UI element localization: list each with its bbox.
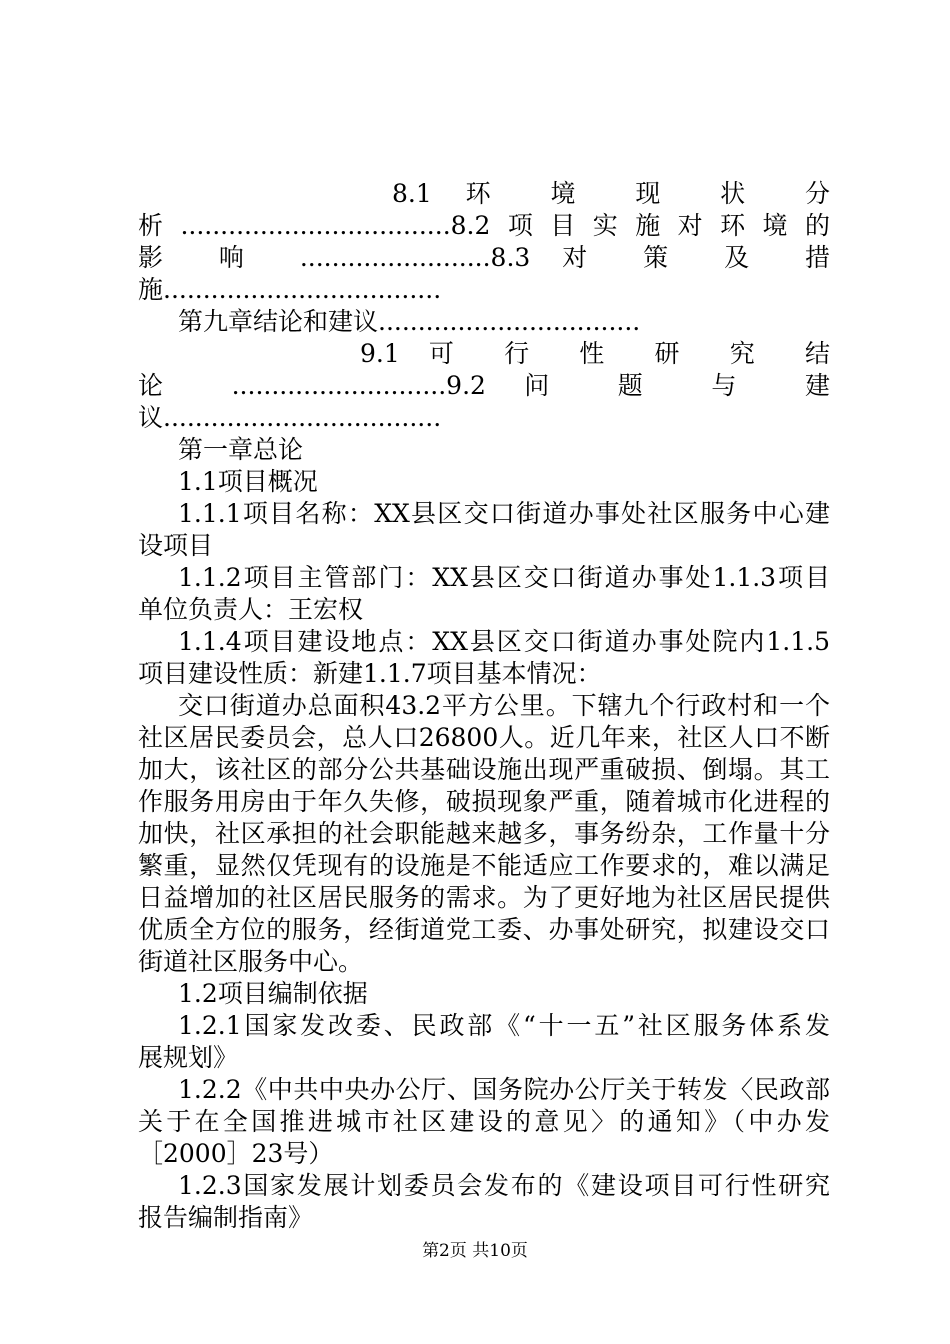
toc-line: 施................................... xyxy=(138,275,442,304)
paragraph-line: 1.2.2《中共中央办公厅、国务院办公厅关于转发〈民政部 xyxy=(178,1075,830,1104)
paragraph-line: ［2000］23号） xyxy=(138,1139,334,1168)
paragraph-line: 加大，该社区的部分公共基础设施出现严重破损、倒塌。其工 xyxy=(138,755,830,784)
page-number-footer: 第2页 共10页 xyxy=(422,1241,528,1261)
paragraph-line: 交口街道办总面积43.2平方公里。下辖九个行政村和一个 xyxy=(178,691,830,720)
paragraph-line: 1.1.4项目建设地点：XX县区交口街道办事处院内1.1.5 xyxy=(178,627,830,656)
toc-line: 论 ...........................9.2 问 题 与 建 xyxy=(138,371,830,400)
paragraph-line: 设项目 xyxy=(138,531,214,560)
paragraph-line: 单位负责人：王宏权 xyxy=(138,595,364,624)
paragraph-line: 1.2.3国家发展计划委员会发布的《建设项目可行性研究 xyxy=(178,1171,830,1200)
paragraph-line: 繁重，显然仅凭现有的设施是不能适应工作要求的，难以满足 xyxy=(138,851,830,880)
paragraph-line: 展规划》 xyxy=(138,1043,239,1072)
paragraph-line: 加快，社区承担的社会职能越来越多，事务纷杂，工作量十分 xyxy=(138,819,830,848)
paragraph-line: 关于在全国推进城市社区建设的意见〉的通知》（中办发 xyxy=(138,1107,830,1136)
section-heading: 1.2项目编制依据 xyxy=(178,979,368,1008)
toc-line: 议................................... xyxy=(138,403,442,432)
paragraph-line: 1.1.2项目主管部门：XX县区交口街道办事处1.1.3项目 xyxy=(178,563,830,592)
paragraph-line: 优质全方位的服务，经街道党工委、办事处研究，拟建设交口 xyxy=(138,915,830,944)
toc-line: 析..................................8.2项目实施对环境的 xyxy=(138,211,830,240)
paragraph-line: 日益增加的社区居民服务的需求。为了更好地为社区居民提供 xyxy=(138,883,830,912)
paragraph-line: 1.2.1国家发改委、民政部《“十一五”社区服务体系发 xyxy=(178,1011,830,1040)
toc-line: 第九章结论和建议................................. xyxy=(178,307,641,336)
toc-line: 9.1 可 行 性 研 究 结 xyxy=(360,339,830,368)
paragraph-line: 项目建设性质：新建1.1.7项目基本情况： xyxy=(138,659,602,688)
paragraph-line: 作服务用房由于年久失修，破损现象严重，随着城市化进程的 xyxy=(138,787,830,816)
chapter-heading: 第一章总论 xyxy=(178,435,304,464)
paragraph-line: 报告编制指南》 xyxy=(138,1203,314,1232)
paragraph-line: 街道社区服务中心。 xyxy=(138,947,364,976)
toc-line: 影 响 ........................8.3 对 策 及 措 xyxy=(138,243,830,272)
toc-line: 8.1 环 境 现 状 分 xyxy=(392,179,830,208)
section-heading: 1.1项目概况 xyxy=(178,467,318,496)
paragraph-line: 1.1.1项目名称：XX县区交口街道办事处社区服务中心建 xyxy=(178,499,830,528)
paragraph-line: 社区居民委员会，总人口26800人。近几年来，社区人口不断 xyxy=(138,723,830,752)
